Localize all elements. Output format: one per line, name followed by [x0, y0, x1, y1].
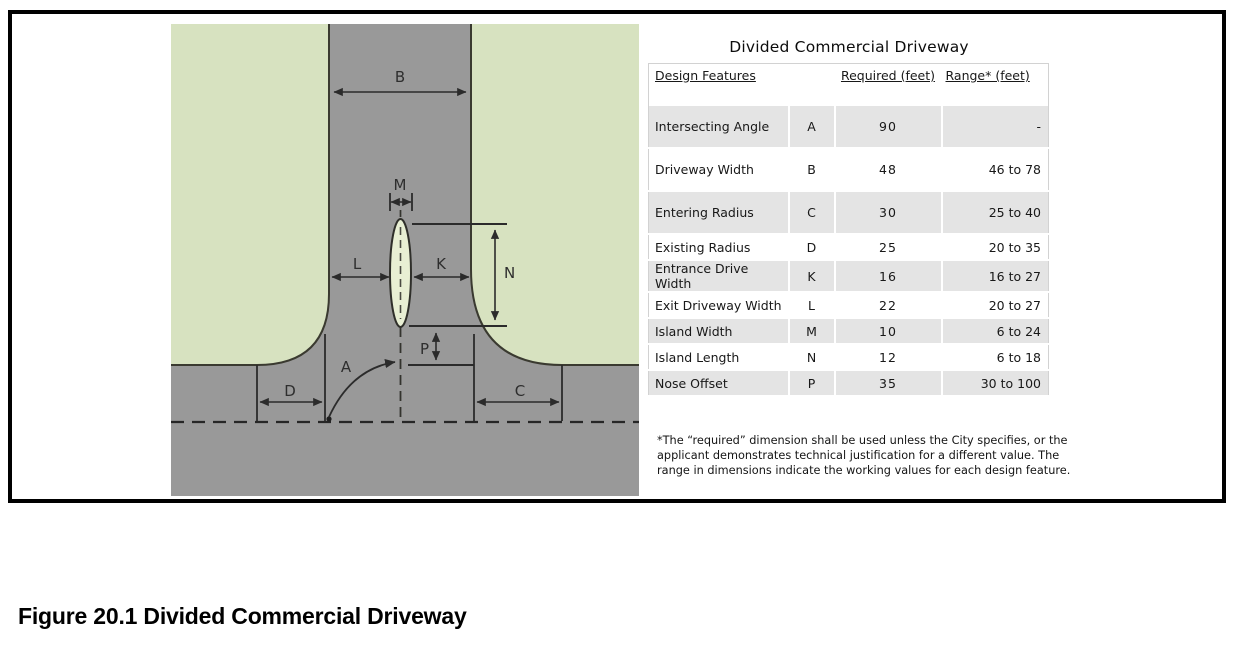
cell-range: 6 to 24	[942, 318, 1049, 344]
cell-feature: Exit Driveway Width	[649, 292, 789, 318]
cell-letter: K	[789, 260, 835, 292]
dim-label-n: N	[504, 264, 516, 282]
cell-range: 20 to 35	[942, 234, 1049, 260]
table-row	[649, 148, 1049, 191]
column-header-range	[942, 64, 1049, 107]
cell-feature: Driveway Width	[649, 148, 789, 191]
dim-label-k: K	[436, 255, 446, 273]
table-row	[649, 234, 1049, 260]
cell-letter: P	[789, 370, 835, 396]
cell-required: 12	[835, 344, 942, 370]
dim-label-m: M	[393, 176, 407, 194]
table-row	[649, 370, 1049, 396]
cell-feature: Island Width	[649, 318, 789, 344]
cell-required: 25	[835, 234, 942, 260]
table-row	[649, 106, 1049, 148]
driveway-diagram	[171, 24, 639, 496]
cell-letter: L	[789, 292, 835, 318]
cell-feature: Entrance Drive Width	[649, 260, 789, 292]
table-row	[649, 260, 1049, 292]
cell-letter: B	[789, 148, 835, 191]
dim-label-a: A	[340, 358, 352, 376]
cell-required: 90	[835, 106, 942, 148]
column-header-required-label: Required (feet)	[840, 68, 936, 83]
cell-letter: C	[789, 191, 835, 234]
design-table-section	[648, 38, 1050, 397]
table-title: Divided Commercial Driveway	[729, 38, 969, 56]
cell-feature: Nose Offset	[649, 370, 789, 396]
cell-required: 16	[835, 260, 942, 292]
cell-range: 30 to 100	[942, 370, 1049, 396]
dim-label-d: D	[284, 382, 296, 400]
table-header-row	[649, 64, 1049, 107]
table-row	[649, 191, 1049, 234]
dim-label-p: P	[419, 340, 429, 358]
table-row	[649, 318, 1049, 344]
cell-letter: N	[789, 344, 835, 370]
cell-range: 16 to 27	[942, 260, 1049, 292]
cell-feature: Existing Radius	[649, 234, 789, 260]
cell-range: 6 to 18	[942, 344, 1049, 370]
cell-required: 35	[835, 370, 942, 396]
dim-label-c: C	[514, 382, 526, 400]
grass-right	[471, 24, 639, 365]
design-features-table	[648, 63, 1049, 397]
column-header-feature	[649, 64, 789, 107]
cell-feature: Intersecting Angle	[649, 106, 789, 148]
cell-feature: Island Length	[649, 344, 789, 370]
column-header-feature-label: Design Features	[655, 68, 756, 83]
figure-caption: Figure 20.1 Divided Commercial Driveway	[18, 603, 467, 629]
grass-left	[171, 24, 329, 365]
cell-range: 46 to 78	[942, 148, 1049, 191]
table-row	[649, 344, 1049, 370]
cell-letter: M	[789, 318, 835, 344]
angle-a-origin	[326, 416, 331, 421]
column-header-letter	[789, 64, 835, 107]
dim-label-l: L	[352, 255, 362, 273]
cell-range: 20 to 27	[942, 292, 1049, 318]
cell-required: 48	[835, 148, 942, 191]
column-header-required	[835, 64, 942, 107]
cell-required: 10	[835, 318, 942, 344]
cell-required: 22	[835, 292, 942, 318]
cell-letter: A	[789, 106, 835, 148]
cell-letter: D	[789, 234, 835, 260]
table-footnote: *The “required” dimension shall be used unless the City specifies, or the applicant demonstrates technical justification for a different value. The range in dimensions indicate the working values for each design feature.	[657, 434, 1071, 478]
figure-frame	[8, 10, 1226, 503]
table-row	[649, 292, 1049, 318]
cell-required: 30	[835, 191, 942, 234]
cell-range: 25 to 40	[942, 191, 1049, 234]
cell-feature: Entering Radius	[649, 191, 789, 234]
column-header-range-label: Range* (feet)	[945, 68, 1030, 83]
dim-label-b: B	[394, 68, 406, 86]
cell-range: -	[942, 106, 1049, 148]
